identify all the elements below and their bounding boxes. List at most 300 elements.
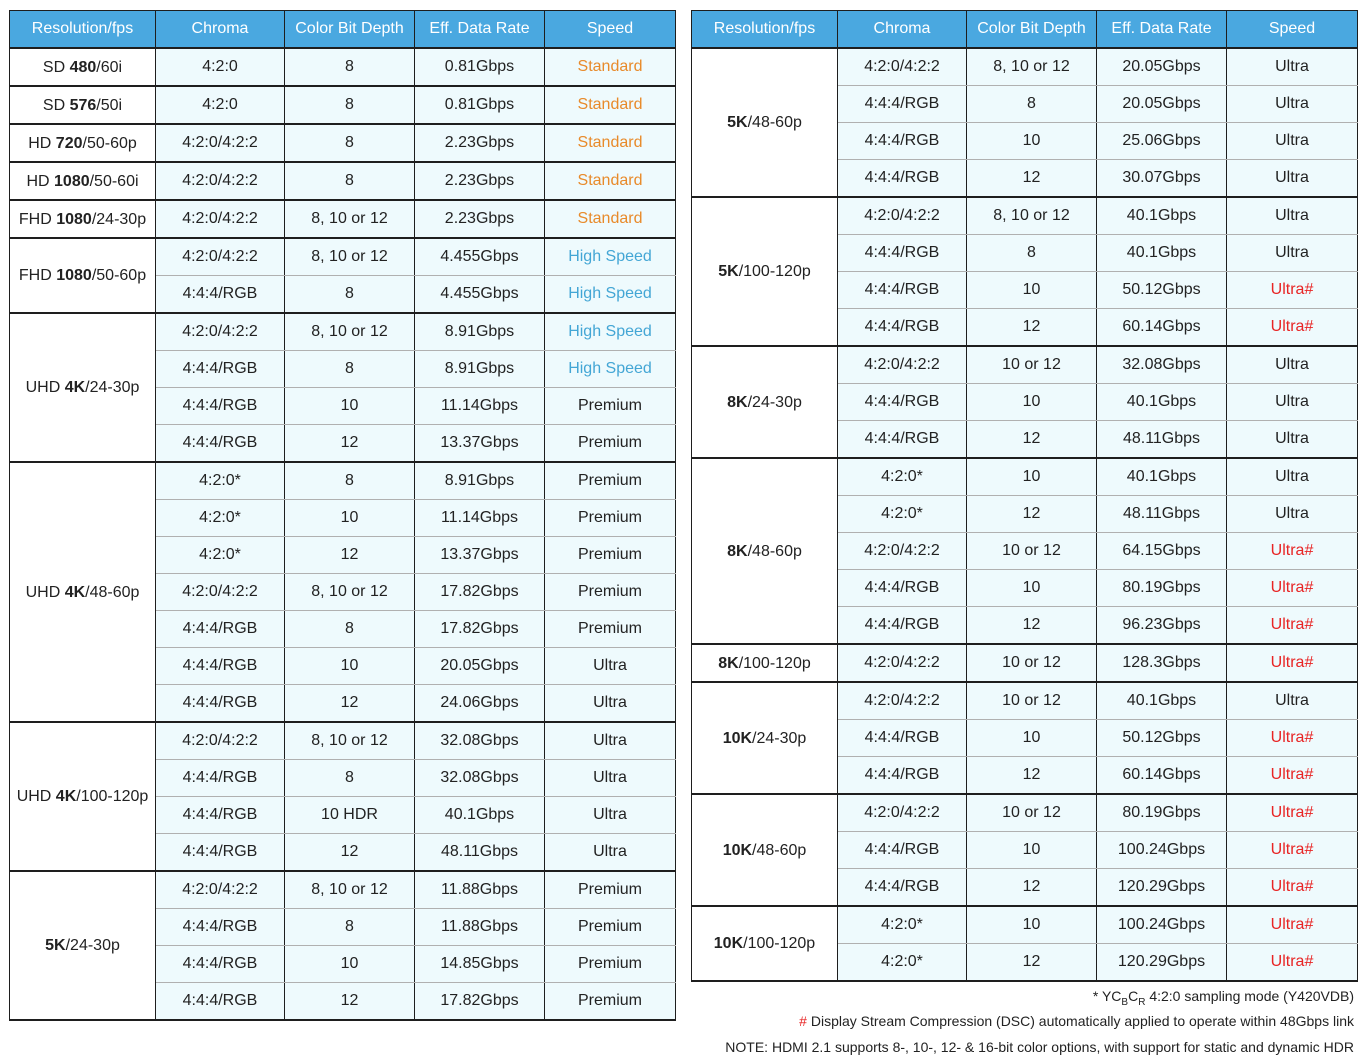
table-row <box>10 313 676 351</box>
resolution-cell <box>10 48 156 86</box>
data-rate-cell: 120.29Gbps <box>1097 944 1227 982</box>
bit-depth-cell: 12 <box>967 309 1097 347</box>
bit-depth-cell: 10 or 12 <box>967 794 1097 832</box>
bit-depth-cell: 8, 10 or 12 <box>285 200 415 238</box>
bit-depth-cell: 8, 10 or 12 <box>285 574 415 611</box>
data-rate-cell: 50.12Gbps <box>1097 720 1227 757</box>
data-rate-cell: 4.455Gbps <box>415 276 545 314</box>
data-rate-cell: 120.29Gbps <box>1097 869 1227 907</box>
speed-cell: Ultra <box>545 722 676 760</box>
table-row <box>692 346 1358 384</box>
speed-cell: Ultra <box>545 685 676 723</box>
chroma-cell: 4:2:0/4:2:2 <box>156 162 285 200</box>
chroma-cell: 4:2:0/4:2:2 <box>156 124 285 162</box>
data-rate-cell: 17.82Gbps <box>415 983 545 1021</box>
data-rate-cell: 80.19Gbps <box>1097 794 1227 832</box>
resolution-cell <box>10 200 156 238</box>
speed-cell: Ultra# <box>1227 272 1358 309</box>
header-row <box>692 11 1358 49</box>
chroma-cell: 4:2:0/4:2:2 <box>156 238 285 276</box>
data-rate-cell: 100.24Gbps <box>1097 832 1227 869</box>
chroma-cell: 4:2:0/4:2:2 <box>156 574 285 611</box>
bit-depth-cell: 8 <box>285 351 415 388</box>
bit-depth-cell: 10 or 12 <box>967 644 1097 682</box>
chroma-cell: 4:4:4/RGB <box>156 611 285 648</box>
data-rate-cell: 40.1Gbps <box>1097 384 1227 421</box>
data-rate-cell: 20.05Gbps <box>415 648 545 685</box>
chroma-cell: 4:4:4/RGB <box>156 425 285 463</box>
data-rate-cell: 0.81Gbps <box>415 48 545 86</box>
data-rate-cell: 11.88Gbps <box>415 909 545 946</box>
chroma-cell: 4:4:4/RGB <box>156 834 285 872</box>
bit-depth-cell: 12 <box>967 869 1097 907</box>
bit-depth-cell: 10 <box>967 123 1097 160</box>
data-rate-cell: 17.82Gbps <box>415 574 545 611</box>
resolution-cell <box>692 794 838 906</box>
speed-cell: High Speed <box>545 238 676 276</box>
data-rate-cell: 50.12Gbps <box>1097 272 1227 309</box>
speed-cell: Standard <box>545 200 676 238</box>
left-table-body <box>10 48 676 1020</box>
chroma-cell: 4:2:0* <box>838 458 967 496</box>
resolution-suffix: /24-30p <box>85 379 140 396</box>
resolution-suffix: /60i <box>96 58 123 76</box>
data-rate-cell: 11.14Gbps <box>415 388 545 425</box>
bit-depth-cell: 12 <box>967 496 1097 533</box>
footnote-y420 <box>1093 988 1354 1008</box>
bit-depth-cell: 8, 10 or 12 <box>967 48 1097 86</box>
resolution-bold: 8K <box>727 393 748 411</box>
bit-depth-cell: 8, 10 or 12 <box>285 722 415 760</box>
data-rate-cell: 24.06Gbps <box>415 685 545 723</box>
resolution-suffix: /24-30p <box>91 210 147 228</box>
resolution-bold: 1080 <box>56 210 92 228</box>
chroma-cell: 4:4:4/RGB <box>838 123 967 160</box>
resolution-prefix: FHD <box>18 210 57 228</box>
chroma-cell: 4:2:0/4:2:2 <box>838 644 967 682</box>
bit-depth-cell: 10 <box>285 388 415 425</box>
chroma-cell: 4:2:0/4:2:2 <box>156 313 285 351</box>
header-data-rate: Eff. Data Rate <box>1097 11 1227 49</box>
speed-cell: High Speed <box>545 351 676 388</box>
data-rate-cell: 40.1Gbps <box>1097 682 1227 720</box>
resolution-cell <box>692 48 838 197</box>
speed-cell: Ultra <box>545 648 676 685</box>
speed-cell: Ultra <box>545 760 676 797</box>
data-rate-cell: 8.91Gbps <box>415 462 545 500</box>
speed-cell: Ultra <box>545 834 676 872</box>
data-rate-cell: 17.82Gbps <box>415 611 545 648</box>
chroma-cell: 4:2:0* <box>838 944 967 982</box>
speed-cell: Ultra# <box>1227 720 1358 757</box>
bit-depth-cell: 12 <box>967 757 1097 795</box>
speed-cell: Premium <box>545 425 676 463</box>
bit-depth-cell: 10 <box>967 458 1097 496</box>
table-row <box>10 124 676 162</box>
resolution-suffix: /48-60p <box>85 583 140 601</box>
resolution-bold: 10K <box>713 935 744 952</box>
chroma-cell: 4:4:4/RGB <box>156 685 285 723</box>
data-rate-cell: 60.14Gbps <box>1097 757 1227 795</box>
bit-depth-cell: 8, 10 or 12 <box>967 197 1097 235</box>
footnote-hdmi-note: NOTE: HDMI 2.1 supports 8-, 10-, 12- & 16-bit color options, with support for static and dynamic HDR <box>725 1039 1354 1055</box>
speed-cell: Standard <box>545 124 676 162</box>
chroma-cell: 4:4:4/RGB <box>156 351 285 388</box>
right-table-body <box>692 48 1358 981</box>
data-rate-cell: 13.37Gbps <box>415 537 545 574</box>
bit-depth-cell: 8, 10 or 12 <box>285 871 415 909</box>
resolution-prefix: HD <box>28 134 56 152</box>
speed-cell: Premium <box>545 388 676 425</box>
data-rate-cell: 128.3Gbps <box>1097 644 1227 682</box>
bit-depth-cell: 12 <box>285 983 415 1021</box>
table-row <box>692 644 1358 682</box>
bit-depth-cell: 8, 10 or 12 <box>285 238 415 276</box>
bit-depth-cell: 8 <box>285 48 415 86</box>
speed-cell: Ultra# <box>1227 757 1358 795</box>
resolution-cell <box>692 906 838 981</box>
table-row <box>692 197 1358 235</box>
data-rate-cell: 2.23Gbps <box>415 124 545 162</box>
bit-depth-cell: 8 <box>285 86 415 124</box>
resolution-cell <box>10 871 156 1020</box>
resolution-suffix: /50-60p <box>91 267 147 284</box>
data-rate-cell: 32.08Gbps <box>1097 346 1227 384</box>
speed-cell: Premium <box>545 611 676 648</box>
table-row <box>10 238 676 276</box>
resolution-bold: 1080 <box>56 267 92 284</box>
footnote-y420-c: C <box>1128 988 1139 1004</box>
speed-cell: Ultra# <box>1227 944 1358 982</box>
speed-cell: Ultra <box>1227 458 1358 496</box>
resolution-cell <box>10 313 156 462</box>
bit-depth-cell: 10 <box>967 570 1097 607</box>
right-spec-table <box>691 10 1358 982</box>
header-row <box>10 11 676 49</box>
bit-depth-cell: 10 <box>967 906 1097 944</box>
resolution-suffix: /100-120p <box>76 788 149 805</box>
data-rate-cell: 20.05Gbps <box>1097 86 1227 123</box>
chroma-cell: 4:4:4/RGB <box>838 309 967 347</box>
speed-cell: Ultra <box>1227 682 1358 720</box>
header-color-bit-depth: Color Bit Depth <box>967 11 1097 49</box>
resolution-bold: 720 <box>55 134 83 152</box>
header-chroma: Chroma <box>838 11 967 49</box>
chroma-cell: 4:2:0* <box>156 462 285 500</box>
chroma-cell: 4:2:0 <box>156 48 285 86</box>
table-row <box>692 682 1358 720</box>
footnote-dsc-text: Display Stream Compression (DSC) automatically applied to operate within 48Gbps link <box>806 1013 1354 1029</box>
table-row <box>10 722 676 760</box>
resolution-cell <box>692 458 838 644</box>
data-rate-cell: 4.455Gbps <box>415 238 545 276</box>
chroma-cell: 4:4:4/RGB <box>156 909 285 946</box>
speed-cell: Ultra <box>1227 86 1358 123</box>
speed-cell: Standard <box>545 48 676 86</box>
speed-cell: Ultra# <box>1227 794 1358 832</box>
bit-depth-cell: 8 <box>285 611 415 648</box>
chroma-cell: 4:2:0* <box>838 906 967 944</box>
speed-cell: Ultra# <box>1227 906 1358 944</box>
data-rate-cell: 20.05Gbps <box>1097 48 1227 86</box>
speed-cell: Standard <box>545 86 676 124</box>
speed-cell: High Speed <box>545 276 676 314</box>
resolution-bold: 8K <box>718 654 739 672</box>
speed-cell: Premium <box>545 909 676 946</box>
data-rate-cell: 64.15Gbps <box>1097 533 1227 570</box>
bit-depth-cell: 10 or 12 <box>967 533 1097 570</box>
speed-cell: Premium <box>545 946 676 983</box>
chroma-cell: 4:4:4/RGB <box>838 86 967 123</box>
data-rate-cell: 32.08Gbps <box>415 722 545 760</box>
data-rate-cell: 40.1Gbps <box>1097 458 1227 496</box>
bit-depth-cell: 12 <box>285 834 415 872</box>
resolution-cell <box>10 124 156 162</box>
bit-depth-cell: 8 <box>285 276 415 314</box>
bit-depth-cell: 10 <box>285 648 415 685</box>
resolution-bold: 1080 <box>54 172 90 190</box>
left-spec-table <box>9 10 676 1021</box>
resolution-prefix: UHD <box>16 788 56 805</box>
resolution-cell <box>692 682 838 794</box>
bit-depth-cell: 12 <box>285 537 415 574</box>
header-data-rate: Eff. Data Rate <box>415 11 545 49</box>
data-rate-cell: 80.19Gbps <box>1097 570 1227 607</box>
bit-depth-cell: 8 <box>285 462 415 500</box>
resolution-prefix: SD <box>42 96 70 114</box>
table-row <box>10 86 676 124</box>
data-rate-cell: 48.11Gbps <box>1097 421 1227 459</box>
resolution-suffix: /48-60p <box>752 841 807 859</box>
data-rate-cell: 48.11Gbps <box>415 834 545 872</box>
table-row <box>10 871 676 909</box>
resolution-cell <box>10 86 156 124</box>
chroma-cell: 4:4:4/RGB <box>838 384 967 421</box>
speed-cell: Ultra# <box>1227 832 1358 869</box>
resolution-bold: 10K <box>722 729 753 747</box>
chroma-cell: 4:4:4/RGB <box>838 869 967 907</box>
bit-depth-cell: 10 <box>967 832 1097 869</box>
chroma-cell: 4:4:4/RGB <box>838 832 967 869</box>
chroma-cell: 4:4:4/RGB <box>838 421 967 459</box>
speed-cell: Premium <box>545 537 676 574</box>
chroma-cell: 4:4:4/RGB <box>156 797 285 834</box>
data-rate-cell: 40.1Gbps <box>415 797 545 834</box>
chroma-cell: 4:4:4/RGB <box>156 388 285 425</box>
bit-depth-cell: 8 <box>285 760 415 797</box>
chroma-cell: 4:2:0/4:2:2 <box>156 200 285 238</box>
bit-depth-cell: 8 <box>967 86 1097 123</box>
speed-cell: High Speed <box>545 313 676 351</box>
speed-cell: Ultra# <box>1227 869 1358 907</box>
bit-depth-cell: 12 <box>967 160 1097 198</box>
speed-cell: Ultra# <box>1227 309 1358 347</box>
speed-cell: Ultra <box>1227 235 1358 272</box>
data-rate-cell: 25.06Gbps <box>1097 123 1227 160</box>
speed-cell: Premium <box>545 462 676 500</box>
speed-cell: Ultra <box>545 797 676 834</box>
table-row <box>10 200 676 238</box>
bit-depth-cell: 8 <box>285 162 415 200</box>
chroma-cell: 4:2:0/4:2:2 <box>838 682 967 720</box>
speed-cell: Premium <box>545 871 676 909</box>
resolution-cell <box>10 238 156 313</box>
header-color-bit-depth: Color Bit Depth <box>285 11 415 49</box>
footnote-y420-text: 4:2:0 sampling mode (Y420VDB) <box>1145 988 1354 1004</box>
chroma-cell: 4:4:4/RGB <box>838 570 967 607</box>
data-rate-cell: 100.24Gbps <box>1097 906 1227 944</box>
resolution-prefix: FHD <box>18 267 57 284</box>
resolution-prefix: UHD <box>25 583 65 601</box>
bit-depth-cell: 8 <box>967 235 1097 272</box>
data-rate-cell: 60.14Gbps <box>1097 309 1227 347</box>
chroma-cell: 4:2:0/4:2:2 <box>838 197 967 235</box>
chroma-cell: 4:2:0 <box>156 86 285 124</box>
bit-depth-cell: 10 <box>285 500 415 537</box>
chroma-cell: 4:4:4/RGB <box>156 946 285 983</box>
table-row <box>10 162 676 200</box>
bit-depth-cell: 12 <box>285 425 415 463</box>
footnote-dsc-hash: # <box>799 1013 807 1029</box>
speed-cell: Ultra <box>1227 48 1358 86</box>
speed-cell: Premium <box>545 983 676 1021</box>
table-row <box>10 462 676 500</box>
resolution-suffix: /100-120p <box>738 263 811 280</box>
chroma-cell: 4:4:4/RGB <box>156 276 285 314</box>
speed-cell: Ultra <box>1227 197 1358 235</box>
table-row <box>692 48 1358 86</box>
data-rate-cell: 11.88Gbps <box>415 871 545 909</box>
resolution-cell <box>692 197 838 346</box>
chroma-cell: 4:4:4/RGB <box>838 160 967 198</box>
resolution-prefix: HD <box>26 172 55 190</box>
resolution-suffix: /50-60p <box>82 134 137 152</box>
footnote-dsc <box>799 1013 1354 1029</box>
chroma-cell: 4:4:4/RGB <box>838 720 967 757</box>
table-row <box>692 794 1358 832</box>
data-rate-cell: 14.85Gbps <box>415 946 545 983</box>
chroma-cell: 4:2:0/4:2:2 <box>838 533 967 570</box>
resolution-suffix: /50-60i <box>89 172 139 190</box>
chroma-cell: 4:2:0/4:2:2 <box>838 48 967 86</box>
resolution-prefix: SD <box>42 58 70 76</box>
speed-cell: Ultra <box>1227 384 1358 421</box>
resolution-suffix: /48-60p <box>747 114 802 131</box>
chroma-cell: 4:2:0/4:2:2 <box>838 794 967 832</box>
speed-cell: Ultra <box>1227 421 1358 459</box>
resolution-bold: 4K <box>55 788 77 805</box>
bit-depth-cell: 10 HDR <box>285 797 415 834</box>
resolution-suffix: /24-30p <box>752 729 807 747</box>
resolution-suffix: /24-30p <box>747 393 802 411</box>
bit-depth-cell: 10 <box>967 384 1097 421</box>
header-resolution: Resolution/fps <box>692 11 838 49</box>
speed-cell: Standard <box>545 162 676 200</box>
footnote-y420-prefix: * YC <box>1092 988 1122 1004</box>
chroma-cell: 4:2:0* <box>156 537 285 574</box>
data-rate-cell: 40.1Gbps <box>1097 197 1227 235</box>
speed-cell: Ultra# <box>1227 607 1358 645</box>
data-rate-cell: 32.08Gbps <box>415 760 545 797</box>
resolution-cell <box>692 346 838 458</box>
data-rate-cell: 8.91Gbps <box>415 351 545 388</box>
data-rate-cell: 2.23Gbps <box>415 162 545 200</box>
speed-cell: Ultra <box>1227 496 1358 533</box>
chroma-cell: 4:4:4/RGB <box>838 757 967 795</box>
resolution-bold: 8K <box>727 542 748 560</box>
table-row <box>10 48 676 86</box>
speed-cell: Premium <box>545 500 676 537</box>
speed-cell: Ultra# <box>1227 644 1358 682</box>
resolution-suffix: /50i <box>96 96 123 114</box>
chroma-cell: 4:4:4/RGB <box>156 760 285 797</box>
bit-depth-cell: 12 <box>967 607 1097 645</box>
resolution-cell <box>10 162 156 200</box>
bit-depth-cell: 10 or 12 <box>967 682 1097 720</box>
footnote-y420-sub-r: R <box>1138 996 1146 1008</box>
resolution-bold: 5K <box>727 114 748 131</box>
data-rate-cell: 2.23Gbps <box>415 200 545 238</box>
footnote-y420-sub-b: B <box>1121 996 1129 1008</box>
speed-cell: Ultra <box>1227 160 1358 198</box>
chroma-cell: 4:4:4/RGB <box>838 272 967 309</box>
data-rate-cell: 8.91Gbps <box>415 313 545 351</box>
data-rate-cell: 11.14Gbps <box>415 500 545 537</box>
resolution-prefix: UHD <box>25 379 65 396</box>
speed-cell: Ultra <box>1227 123 1358 160</box>
chroma-cell: 4:2:0* <box>838 496 967 533</box>
data-rate-cell: 48.11Gbps <box>1097 496 1227 533</box>
data-rate-cell: 40.1Gbps <box>1097 235 1227 272</box>
chroma-cell: 4:2:0/4:2:2 <box>838 346 967 384</box>
bit-depth-cell: 8, 10 or 12 <box>285 313 415 351</box>
data-rate-cell: 13.37Gbps <box>415 425 545 463</box>
bit-depth-cell: 12 <box>967 944 1097 982</box>
bit-depth-cell: 10 or 12 <box>967 346 1097 384</box>
resolution-bold: 576 <box>69 96 97 114</box>
bit-depth-cell: 8 <box>285 909 415 946</box>
table-row <box>692 906 1358 944</box>
bit-depth-cell: 10 <box>285 946 415 983</box>
resolution-bold: 5K <box>45 937 66 954</box>
speed-cell: Ultra# <box>1227 570 1358 607</box>
resolution-bold: 10K <box>722 841 753 859</box>
header-chroma: Chroma <box>156 11 285 49</box>
resolution-suffix: /48-60p <box>747 542 802 560</box>
resolution-bold: 4K <box>64 379 86 396</box>
table-row <box>692 458 1358 496</box>
resolution-bold: 480 <box>69 58 97 76</box>
speed-cell: Premium <box>545 574 676 611</box>
header-speed: Speed <box>545 11 676 49</box>
resolution-suffix: /100-120p <box>743 935 816 952</box>
bit-depth-cell: 8 <box>285 124 415 162</box>
resolution-cell <box>10 462 156 722</box>
chroma-cell: 4:4:4/RGB <box>156 983 285 1021</box>
chroma-cell: 4:4:4/RGB <box>838 235 967 272</box>
resolution-suffix: /24-30p <box>65 937 120 954</box>
data-rate-cell: 96.23Gbps <box>1097 607 1227 645</box>
header-resolution: Resolution/fps <box>10 11 156 49</box>
bit-depth-cell: 10 <box>967 272 1097 309</box>
resolution-bold: 4K <box>64 583 86 601</box>
resolution-cell <box>692 644 838 682</box>
chroma-cell: 4:4:4/RGB <box>838 607 967 645</box>
bit-depth-cell: 12 <box>967 421 1097 459</box>
resolution-bold: 5K <box>718 263 739 280</box>
bit-depth-cell: 10 <box>967 720 1097 757</box>
chroma-cell: 4:2:0/4:2:2 <box>156 722 285 760</box>
